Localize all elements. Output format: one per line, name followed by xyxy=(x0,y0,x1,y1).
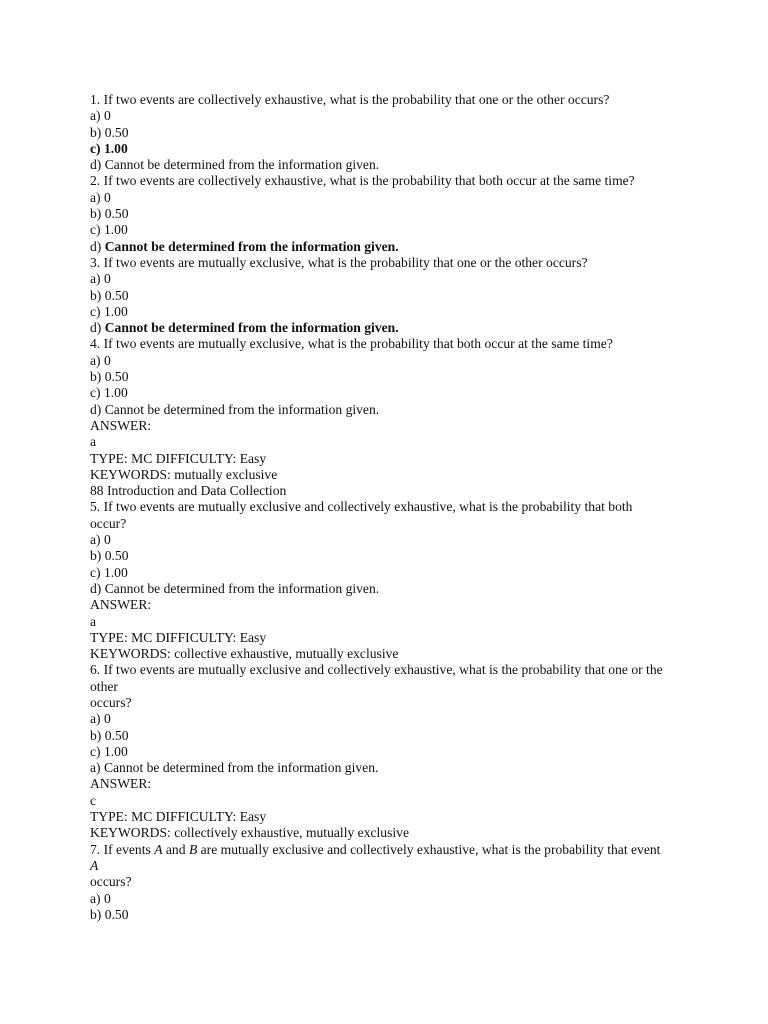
q5-type-difficulty: TYPE: MC DIFFICULTY: Easy xyxy=(90,629,267,645)
q6-answer-label: ANSWER: xyxy=(90,776,152,792)
q4-option-d: d) Cannot be determined from the information given. xyxy=(90,401,380,417)
q5-option-c: c) 1.00 xyxy=(90,564,128,580)
q3-option-d xyxy=(90,320,690,336)
question-3-text: 3. If two events are mutually exclusive, what is the probability that one or the other occurs? xyxy=(90,254,588,270)
q4-answer-label: ANSWER: xyxy=(90,417,152,433)
q2-option-d-prefix: d) xyxy=(90,238,105,254)
q4-option-a: a) 0 xyxy=(90,352,111,368)
q4-keywords: KEYWORDS: mutually exclusive xyxy=(90,466,278,482)
question-7-text-line1 xyxy=(90,842,690,858)
q5-answer-label: ANSWER: xyxy=(90,597,152,613)
q1-option-d: d) Cannot be determined from the information given. xyxy=(90,157,380,173)
q6-type-difficulty: TYPE: MC DIFFICULTY: Easy xyxy=(90,809,267,825)
q1-option-a: a) 0 xyxy=(90,108,111,124)
question-6-text-line2: other xyxy=(90,678,118,694)
q7-part1: 7. If events xyxy=(90,841,155,857)
q5-option-a: a) 0 xyxy=(90,532,111,548)
q5-option-d: d) Cannot be determined from the information given. xyxy=(90,580,380,596)
q6-answer-value: c xyxy=(90,792,97,808)
q7-option-a: a) 0 xyxy=(90,890,111,906)
q5-option-b: b) 0.50 xyxy=(90,548,129,564)
q2-option-c: c) 1.00 xyxy=(90,222,128,238)
q6-option-b: b) 0.50 xyxy=(90,727,129,743)
q3-option-b: b) 0.50 xyxy=(90,287,129,303)
document-page xyxy=(90,92,690,923)
question-7-text-line3: occurs? xyxy=(90,874,132,890)
q6-option-c: c) 1.00 xyxy=(90,743,128,759)
q2-option-d xyxy=(90,239,690,255)
q3-option-c: c) 1.00 xyxy=(90,303,128,319)
question-6-text-line3: occurs? xyxy=(90,694,132,710)
q3-option-d-prefix: d) xyxy=(90,320,105,336)
q7-var-b: B xyxy=(188,841,198,857)
q3-option-d-correct: Cannot be determined from the information given. xyxy=(104,320,399,336)
page-header: 88 Introduction and Data Collection xyxy=(90,483,287,499)
q7-part2: and xyxy=(162,841,189,857)
q6-option-d: a) Cannot be determined from the information given. xyxy=(90,760,379,776)
q2-option-b: b) 0.50 xyxy=(90,206,129,222)
q4-answer-value: a xyxy=(90,434,97,450)
q5-keywords: KEYWORDS: collective exhaustive, mutually exclusive xyxy=(90,646,399,662)
q1-option-c-correct: c) 1.00 xyxy=(90,140,128,156)
q6-option-a: a) 0 xyxy=(90,711,111,727)
question-5-text-line2: occur? xyxy=(90,515,127,531)
q7-var-a: A xyxy=(154,841,163,857)
q4-type-difficulty: TYPE: MC DIFFICULTY: Easy xyxy=(90,450,267,466)
q4-option-c: c) 1.00 xyxy=(90,385,128,401)
q7-part3: are mutually exclusive and collectively exhaustive, what is the probability that event xyxy=(197,841,661,857)
question-5-text-line1: 5. If two events are mutually exclusive and collectively exhaustive, what is the probability that both xyxy=(90,499,633,515)
q4-option-b: b) 0.50 xyxy=(90,369,129,385)
q6-keywords: KEYWORDS: collectively exhaustive, mutually exclusive xyxy=(90,825,410,841)
question-1-text: 1. If two events are collectively exhaustive, what is the probability that one or the other occurs? xyxy=(90,92,610,107)
question-4-text: 4. If two events are mutually exclusive, what is the probability that both occur at the same time? xyxy=(90,336,613,352)
q2-option-a: a) 0 xyxy=(90,189,111,205)
question-7-text-line2: A xyxy=(90,857,99,873)
q7-option-b: b) 0.50 xyxy=(90,906,129,922)
q2-option-d-correct: Cannot be determined from the information given. xyxy=(104,238,399,254)
q3-option-a: a) 0 xyxy=(90,271,111,287)
question-6-text-line1: 6. If two events are mutually exclusive and collectively exhaustive, what is the probability that one or the xyxy=(90,662,663,678)
q5-answer-value: a xyxy=(90,613,97,629)
q1-option-b: b) 0.50 xyxy=(90,124,129,140)
question-2-text: 2. If two events are collectively exhaustive, what is the probability that both occur at the same time? xyxy=(90,173,635,189)
